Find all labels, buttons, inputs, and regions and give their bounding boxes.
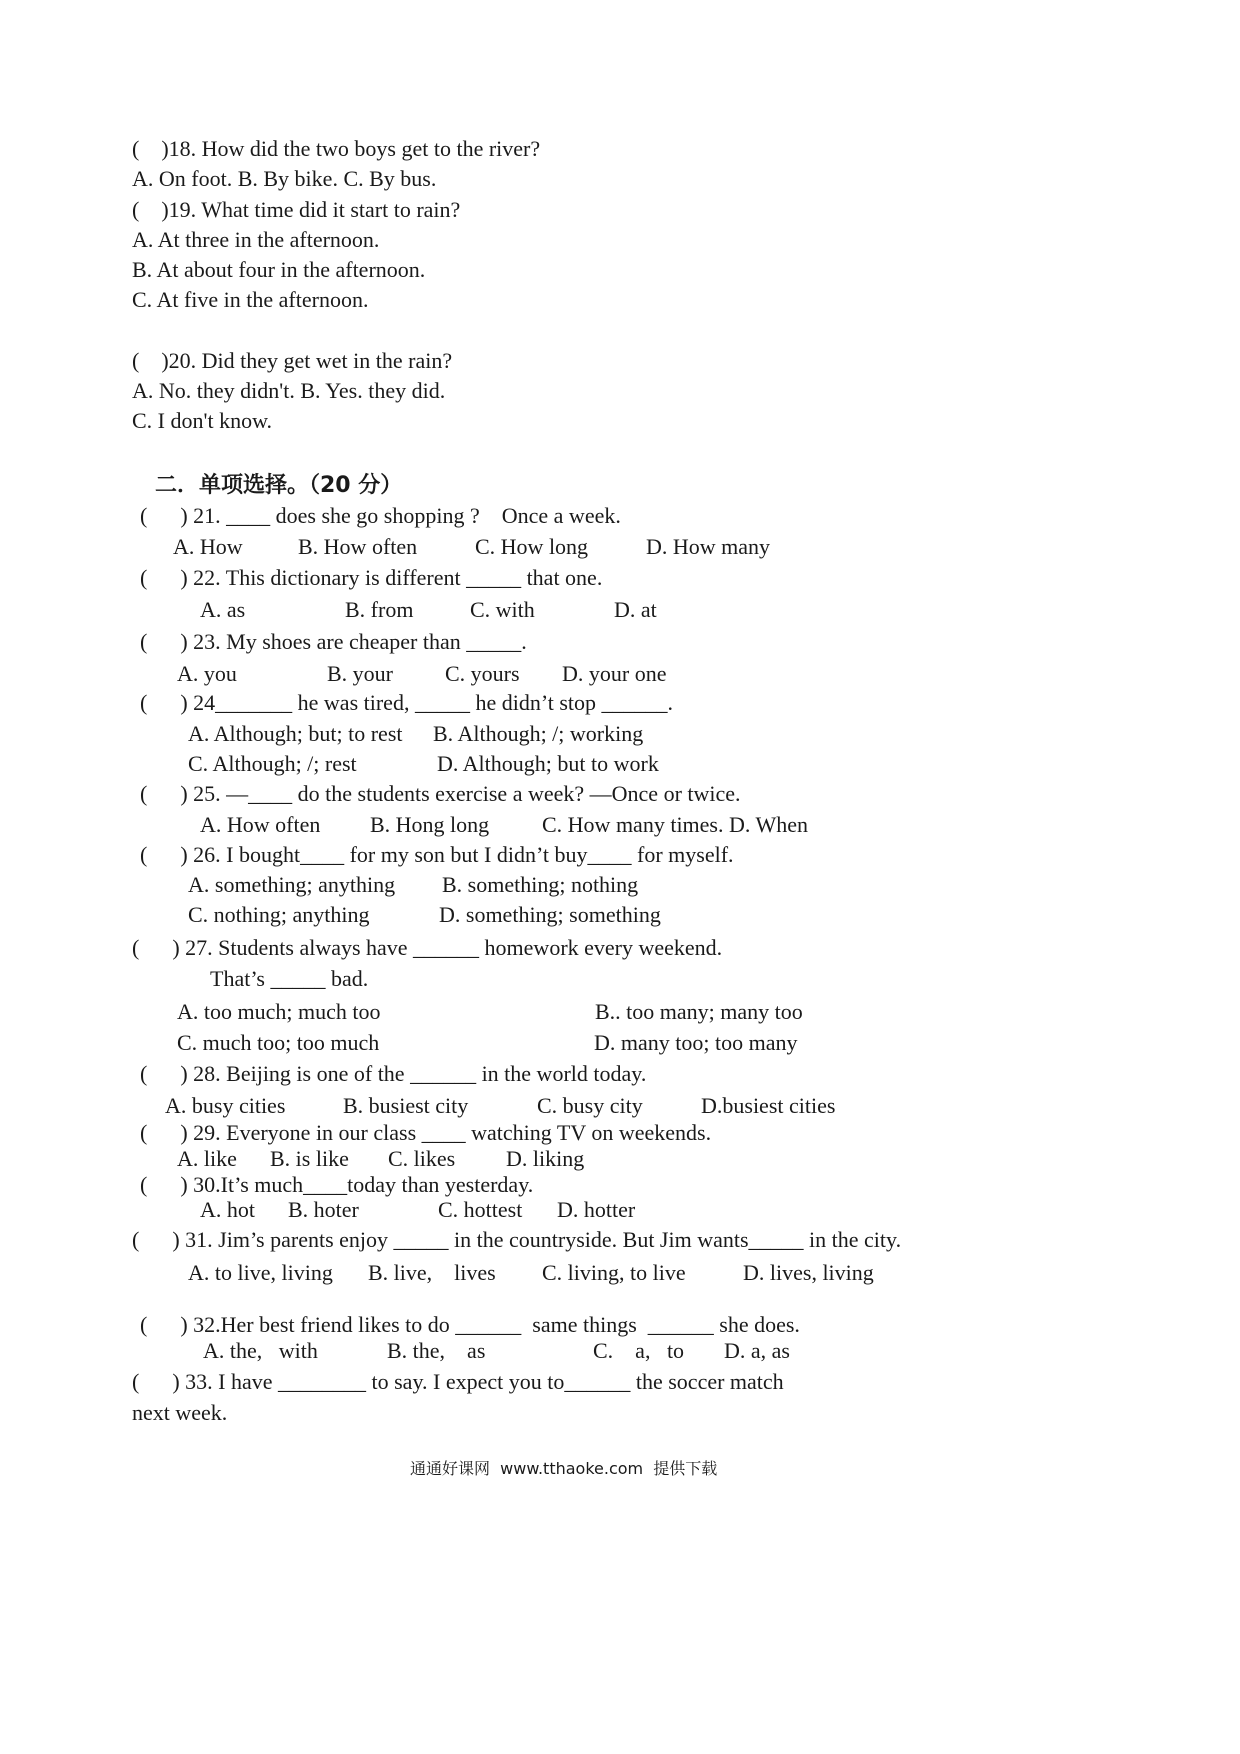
q19-option-a: A. At three in the afternoon. bbox=[132, 227, 380, 252]
q22-stem: ( ) 22. This dictionary is different _____ that one. bbox=[140, 565, 603, 590]
q29-stem: ( ) 29. Everyone in our class ____ watching TV on weekends. bbox=[140, 1120, 712, 1145]
q24-option-d: D. Although; but to work bbox=[437, 751, 659, 776]
q19-option-c: C. At five in the afternoon. bbox=[132, 287, 369, 312]
q24-option-c: C. Although; /; rest bbox=[188, 751, 357, 776]
q27-option-a: A. too much; much too bbox=[177, 999, 381, 1024]
q21-stem: ( ) 21. ____ does she go shopping ? Once a week. bbox=[140, 503, 621, 528]
q28-option-c: C. busy city bbox=[537, 1093, 643, 1118]
q26-option-d: D. something; something bbox=[439, 902, 661, 927]
q18-options: A. On foot. B. By bike. C. By bus. bbox=[132, 166, 437, 191]
q26-option-a: A. something; anything bbox=[188, 872, 396, 897]
q32-stem: ( ) 32.Her best friend likes to do ______ same things ______ she does. bbox=[140, 1312, 800, 1337]
q27-stem-continued: That’s _____ bad. bbox=[210, 966, 369, 991]
q24-option-b: B. Although; /; working bbox=[433, 721, 644, 746]
q26-option-b: B. something; nothing bbox=[442, 872, 639, 897]
q32-option-c: C. a, to bbox=[593, 1338, 685, 1363]
q20-options-ab: A. No. they didn't. B. Yes. they did. bbox=[132, 378, 446, 403]
q28-option-d: D.busiest cities bbox=[701, 1093, 836, 1118]
q24-stem: ( ) 24_______ he was tired, _____ he didn’t stop ______. bbox=[140, 690, 674, 715]
q31-stem: ( ) 31. Jim’s parents enjoy _____ in the countryside. But Jim wants_____ in the city. bbox=[132, 1227, 902, 1252]
q23-stem: ( ) 23. My shoes are cheaper than _____. bbox=[140, 629, 527, 654]
q33-stem: ( ) 33. I have ________ to say. I expect you to______ the soccer match bbox=[132, 1369, 784, 1394]
q25-stem: ( ) 25. —____ do the students exercise a week? —Once or twice. bbox=[140, 781, 741, 806]
q24-option-a: A. Although; but; to rest bbox=[188, 721, 403, 746]
q32-option-d: D. a, as bbox=[724, 1338, 790, 1363]
q30-stem: ( ) 30.It’s much____today than yesterday. bbox=[140, 1172, 534, 1197]
q25-option-c: C. How many times. D. When bbox=[542, 812, 809, 837]
q27-option-c: C. much too; too much bbox=[177, 1030, 380, 1055]
q29-option-d: D. liking bbox=[506, 1146, 585, 1171]
q31-option-c: C. living, to live bbox=[542, 1260, 686, 1285]
q28-option-a: A. busy cities bbox=[165, 1093, 286, 1118]
q22-option-c: C. with bbox=[470, 597, 535, 622]
section-2-heading: 二．单项选择。（20 分） bbox=[155, 473, 403, 498]
q27-stem: ( ) 27. Students always have ______ homework every weekend. bbox=[132, 935, 723, 960]
q22-option-a: A. as bbox=[200, 597, 246, 622]
q22-option-b: B. from bbox=[345, 597, 414, 622]
q23-option-b: B. your bbox=[327, 661, 393, 686]
q29-option-b: B. is like bbox=[270, 1146, 349, 1171]
q32-option-b: B. the, as bbox=[387, 1338, 486, 1363]
q25-option-b: B. Hong long bbox=[370, 812, 490, 837]
q30-option-c: C. hottest bbox=[438, 1197, 523, 1222]
q30-option-b: B. hoter bbox=[288, 1197, 359, 1222]
q22-option-d: D. at bbox=[614, 597, 657, 622]
q27-option-d: D. many too; too many bbox=[594, 1030, 798, 1055]
q28-option-b: B. busiest city bbox=[343, 1093, 469, 1118]
q21-option-c: C. How long bbox=[475, 534, 589, 559]
q30-option-a: A. hot bbox=[200, 1197, 255, 1222]
q20-option-c: C. I don't know. bbox=[132, 408, 273, 433]
q21-option-a: A. How bbox=[173, 534, 243, 559]
q23-option-c: C. yours bbox=[445, 661, 520, 686]
q26-stem: ( ) 26. I bought____ for my son but I didn’t buy____ for myself. bbox=[140, 842, 734, 867]
q19-stem: ( )19. What time did it start to rain? bbox=[132, 197, 461, 222]
q23-option-d: D. your one bbox=[562, 661, 667, 686]
q31-option-d: D. lives, living bbox=[743, 1260, 874, 1285]
q29-option-c: C. likes bbox=[388, 1146, 456, 1171]
q31-option-b: B. live, lives bbox=[368, 1260, 496, 1285]
q32-option-a: A. the, with bbox=[203, 1338, 318, 1363]
q29-option-a: A. like bbox=[177, 1146, 237, 1171]
q26-option-c: C. nothing; anything bbox=[188, 902, 370, 927]
q21-option-b: B. How often bbox=[298, 534, 418, 559]
q27-option-b: B.. too many; many too bbox=[595, 999, 803, 1024]
q23-option-a: A. you bbox=[177, 661, 237, 686]
q28-stem: ( ) 28. Beijing is one of the ______ in the world today. bbox=[140, 1061, 647, 1086]
q21-option-d: D. How many bbox=[646, 534, 771, 559]
page-footer: 通通好课网 www.tthaoke.com 提供下载 bbox=[410, 1459, 718, 1478]
q31-option-a: A. to live, living bbox=[188, 1260, 333, 1285]
q33-stem-continued: next week. bbox=[132, 1400, 228, 1425]
q18-stem: ( )18. How did the two boys get to the river? bbox=[132, 136, 541, 161]
q30-option-d: D. hotter bbox=[557, 1197, 636, 1222]
q20-stem: ( )20. Did they get wet in the rain? bbox=[132, 348, 453, 373]
q19-option-b: B. At about four in the afternoon. bbox=[132, 257, 426, 282]
q25-option-a: A. How often bbox=[200, 812, 321, 837]
